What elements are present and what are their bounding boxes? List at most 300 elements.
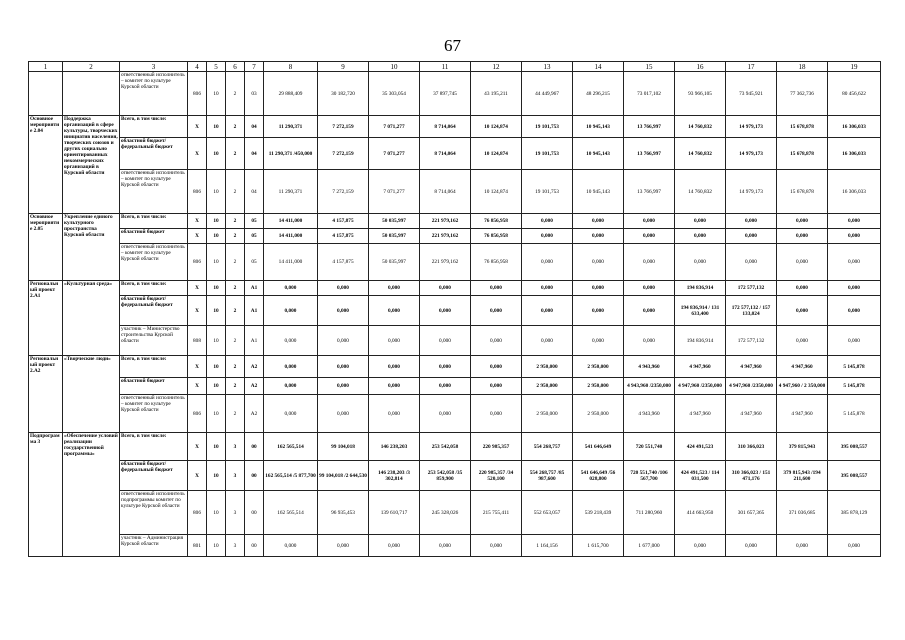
amount-cell: 29 888,409 [264,72,318,116]
amount-cell: 0,000 [777,244,828,281]
amount-cell: 7 071,277 [369,138,420,170]
amount-cell: 0,000 [624,214,675,229]
amount-cell: 4 943,960 /2350,000 [624,378,675,395]
column-number: 12 [471,62,522,72]
program-title-cell [63,72,120,116]
amount-cell: 541 646,649 [573,433,624,461]
amount-cell: 0,000 [726,229,777,244]
grbs-code-cell: Х [188,229,207,244]
target-item-cell: 00 [245,461,264,491]
column-number-row [29,62,881,72]
section-code-cell: 10 [207,296,226,326]
section-code-cell: 10 [207,214,226,229]
amount-cell: 0,000 [420,326,471,356]
amount-cell: 0,000 [471,296,522,326]
table-row [29,170,881,214]
amount-cell: 14 760,832 [675,138,726,170]
program-title-cell: «Обеспечение условий реализации государственной программы» [63,433,120,557]
amount-cell: 30 182,720 [318,72,369,116]
amount-cell: 0,000 [573,281,624,296]
funding-source-cell: ответственный исполнитель подпрограммы комитет по культуре Курской области [120,491,188,535]
amount-cell: 0,000 [264,535,318,557]
amount-cell: 194 836,914 [675,281,726,296]
amount-cell: 13 766,997 [624,170,675,214]
column-number: 16 [675,62,726,72]
amount-cell: 0,000 [624,281,675,296]
amount-cell: 172 577,132 / 157 133,024 [726,296,777,326]
amount-cell: 0,000 [420,356,471,378]
amount-cell: 194 836,914 [675,326,726,356]
grbs-code-cell: Х [188,378,207,395]
program-title-cell: Укрепление единого культурного пространства Курской области [63,214,120,281]
target-item-cell: 05 [245,229,264,244]
target-item-cell: А2 [245,378,264,395]
amount-cell: 16 306,033 [828,138,881,170]
funding-source-cell: Всего, в том числе: [120,356,188,378]
amount-cell: 43 195,211 [471,72,522,116]
amount-cell: 172 577,132 [726,326,777,356]
amount-cell: 0,000 [573,244,624,281]
amount-cell: 2 950,000 [522,356,573,378]
amount-cell: 711 280,960 [624,491,675,535]
amount-cell: 14 979,173 [726,138,777,170]
section-code-cell: 10 [207,244,226,281]
section-code-cell: 10 [207,433,226,461]
funding-source-cell: участник – Министерство строительства Курской области [120,326,188,356]
grbs-code-cell: Х [188,138,207,170]
amount-cell: 1 164,156 [522,535,573,557]
amount-cell: 76 856,958 [471,229,522,244]
amount-cell: 7 071,277 [369,170,420,214]
amount-cell: 0,000 [264,326,318,356]
section-code-cell: 10 [207,461,226,491]
amount-cell: 0,000 [369,296,420,326]
target-item-cell: 05 [245,244,264,281]
amount-cell: 0,000 [369,326,420,356]
amount-cell: 10 124,874 [471,138,522,170]
amount-cell: 0,000 [369,378,420,395]
table-row [29,296,881,326]
amount-cell: 5 145,878 [828,378,881,395]
amount-cell: 44 449,967 [522,72,573,116]
grbs-code-cell: Х [188,214,207,229]
target-item-cell: 00 [245,433,264,461]
amount-cell: 0,000 [369,356,420,378]
amount-cell: 162 565,514 /5 877,700 [264,461,318,491]
amount-cell: 4 947,960 /2350,000 [726,378,777,395]
amount-cell: 73 945,921 [726,72,777,116]
amount-cell: 0,000 [318,296,369,326]
section-code-cell: 10 [207,170,226,214]
amount-cell: 1 615,700 [573,535,624,557]
amount-cell: 0,000 [471,356,522,378]
grbs-code-cell: 806 [188,72,207,116]
amount-cell: 77 362,736 [777,72,828,116]
target-item-cell: А1 [245,296,264,326]
amount-cell: 4 157,875 [318,229,369,244]
subsection-code-cell: 2 [226,138,245,170]
funding-source-cell: областной бюджет/ федеральный бюджет [120,296,188,326]
amount-cell: 99 104,018 [318,433,369,461]
grbs-code-cell: Х [188,461,207,491]
amount-cell: 7 272,159 [318,116,369,138]
amount-cell: 172 577,132 [726,281,777,296]
amount-cell: 221 979,162 [420,244,471,281]
amount-cell: 220 985,357 [471,433,522,461]
table-row [29,138,881,170]
program-element-cell: Основное мероприятие 2.04 [29,116,63,214]
target-item-cell: 04 [245,170,264,214]
grbs-code-cell: Х [188,433,207,461]
subsection-code-cell: 2 [226,378,245,395]
amount-cell: 0,000 [624,326,675,356]
amount-cell: 0,000 [471,395,522,433]
amount-cell: 194 836,914 / 131 633,400 [675,296,726,326]
program-title-cell: «Культурная среда» [63,281,120,356]
amount-cell: 48 296,215 [573,72,624,116]
amount-cell: 162 565,514 [264,433,318,461]
amount-cell: 215 755,411 [471,491,522,535]
amount-cell: 7 071,277 [369,116,420,138]
table-row [29,461,881,491]
subsection-code-cell: 3 [226,461,245,491]
amount-cell: 13 766,997 [624,138,675,170]
amount-cell: 0,000 [828,244,881,281]
amount-cell: 253 542,058 [420,433,471,461]
grbs-code-cell: Х [188,281,207,296]
amount-cell: 14 411,000 [264,214,318,229]
column-number: 8 [264,62,318,72]
amount-cell: 424 491,523 [675,433,726,461]
column-number: 3 [120,62,188,72]
column-number: 11 [420,62,471,72]
amount-cell: 11 290,371 /450,000 [264,138,318,170]
amount-cell: 0,000 [369,395,420,433]
amount-cell: 0,000 [828,229,881,244]
amount-cell: 4 947,960 [726,356,777,378]
column-number: 10 [369,62,420,72]
table-row [29,281,881,296]
amount-cell: 720 551,740 [624,433,675,461]
amount-cell: 19 101,753 [522,138,573,170]
amount-cell: 552 653,057 [522,491,573,535]
subsection-code-cell: 3 [226,433,245,461]
amount-cell: 0,000 [264,378,318,395]
subsection-code-cell: 2 [226,72,245,116]
column-number: 15 [624,62,675,72]
amount-cell: 0,000 [777,281,828,296]
section-code-cell: 10 [207,535,226,557]
target-item-cell: А1 [245,281,264,296]
table-row [29,72,881,116]
amount-cell: 73 017,102 [624,72,675,116]
program-title-cell: Поддержка организаций в сфере культуры, творческих инициатив населения, творческих союзов и других социально ориентированных некоммерческих организаций в Курской области [63,116,120,214]
amount-cell: 0,000 [828,326,881,356]
amount-cell: 0,000 [828,296,881,326]
amount-cell: 0,000 [471,326,522,356]
amount-cell: 10 945,143 [573,170,624,214]
grbs-code-cell: Х [188,116,207,138]
amount-cell: 0,000 [675,535,726,557]
column-number: 13 [522,62,573,72]
funding-source-cell: Всего, в том числе: [120,433,188,461]
amount-cell: 0,000 [777,326,828,356]
amount-cell: 5 145,878 [828,356,881,378]
amount-cell: 4 157,875 [318,244,369,281]
funding-source-cell: областной бюджет/ федеральный бюджет [120,138,188,170]
amount-cell: 4 947,960 [777,356,828,378]
table-row [29,491,881,535]
amount-cell: 0,000 [318,378,369,395]
subsection-code-cell: 2 [226,214,245,229]
amount-cell: 0,000 [522,244,573,281]
amount-cell: 50 035,997 [369,229,420,244]
amount-cell: 14 760,832 [675,116,726,138]
amount-cell: 2 950,000 [573,356,624,378]
amount-cell: 245 328,026 [420,491,471,535]
amount-cell: 310 366,023 [726,433,777,461]
amount-cell: 0,000 [726,244,777,281]
amount-cell: 0,000 [726,214,777,229]
section-code-cell: 10 [207,72,226,116]
subsection-code-cell: 2 [226,281,245,296]
amount-cell: 0,000 [318,356,369,378]
amount-cell: 50 035,997 [369,244,420,281]
amount-cell: 0,000 [573,326,624,356]
amount-cell: 0,000 [573,296,624,326]
column-number: 17 [726,62,777,72]
amount-cell: 395 008,557 [828,433,881,461]
amount-cell: 50 035,997 [369,214,420,229]
amount-cell: 0,000 [420,395,471,433]
target-item-cell: 04 [245,138,264,170]
table-row [29,356,881,378]
column-number: 1 [29,62,63,72]
amount-cell: 0,000 [318,535,369,557]
target-item-cell: 00 [245,491,264,535]
amount-cell: 146 238,203 [369,433,420,461]
amount-cell: 720 551,740 /106 567,700 [624,461,675,491]
amount-cell: 0,000 [726,535,777,557]
amount-cell: 4 947,960 [777,395,828,433]
amount-cell: 301 657,365 [726,491,777,535]
amount-cell: 2 950,000 [573,378,624,395]
amount-cell: 0,000 [777,229,828,244]
amount-cell: 5 145,878 [828,395,881,433]
program-element-cell: Подпрограмма 3 [29,433,63,557]
subsection-code-cell: 2 [226,170,245,214]
amount-cell: 14 760,832 [675,170,726,214]
amount-cell: 16 306,033 [828,170,881,214]
amount-cell: 0,000 [675,214,726,229]
amount-cell: 4 947,960 [726,395,777,433]
table-row [29,395,881,433]
column-number: 19 [828,62,881,72]
target-item-cell: 03 [245,72,264,116]
amount-cell: 0,000 [777,535,828,557]
amount-cell: 0,000 [522,326,573,356]
amount-cell: 554 268,757 [522,433,573,461]
amount-cell: 0,000 [573,229,624,244]
program-element-cell [29,72,63,116]
amount-cell: 0,000 [318,395,369,433]
amount-cell: 424 491,523 / 114 031,500 [675,461,726,491]
subsection-code-cell: 2 [226,244,245,281]
amount-cell: 10 945,143 [573,116,624,138]
amount-cell: 395 008,557 [828,461,881,491]
section-code-cell: 10 [207,326,226,356]
amount-cell: 8 714,064 [420,170,471,214]
amount-cell: 11 290,371 [264,170,318,214]
budget-table [28,61,881,557]
grbs-code-cell: 806 [188,170,207,214]
amount-cell: 539 218,439 [573,491,624,535]
amount-cell: 8 714,064 [420,138,471,170]
subsection-code-cell: 3 [226,491,245,535]
table-row [29,378,881,395]
amount-cell: 7 272,159 [318,138,369,170]
amount-cell: 7 272,159 [318,170,369,214]
amount-cell: 0,000 [264,296,318,326]
amount-cell: 0,000 [318,326,369,356]
funding-source-cell: Всего, в том числе: [120,116,188,138]
funding-source-cell: Всего, в том числе: [120,214,188,229]
grbs-code-cell: Х [188,296,207,326]
program-element-cell: Основное мероприятие 2.05 [29,214,63,281]
amount-cell: 162 565,514 [264,491,318,535]
table-row [29,244,881,281]
amount-cell: 0,000 [777,214,828,229]
amount-cell: 0,000 [828,281,881,296]
amount-cell: 11 290,371 [264,116,318,138]
amount-cell: 379 815,943 [777,433,828,461]
amount-cell: 80 456,622 [828,72,881,116]
amount-cell: 4 947,960 [675,395,726,433]
target-item-cell: 00 [245,535,264,557]
amount-cell: 19 101,753 [522,116,573,138]
amount-cell: 14 411,000 [264,244,318,281]
section-code-cell: 10 [207,395,226,433]
amount-cell: 19 101,753 [522,170,573,214]
amount-cell: 385 878,129 [828,491,881,535]
amount-cell: 0,000 [828,535,881,557]
amount-cell: 76 856,958 [471,244,522,281]
amount-cell: 0,000 [318,281,369,296]
column-number: 7 [245,62,264,72]
amount-cell: 14 411,000 [264,229,318,244]
amount-cell: 0,000 [522,281,573,296]
section-code-cell: 10 [207,229,226,244]
amount-cell: 139 610,717 [369,491,420,535]
amount-cell: 0,000 [777,296,828,326]
page-number: 67 [444,36,461,55]
subsection-code-cell: 2 [226,356,245,378]
amount-cell: 146 238,203 /3 302,814 [369,461,420,491]
amount-cell: 76 856,958 [471,214,522,229]
funding-source-cell: областной бюджет [120,378,188,395]
amount-cell: 541 646,649 /56 028,800 [573,461,624,491]
amount-cell: 35 303,054 [369,72,420,116]
amount-cell: 0,000 [420,378,471,395]
amount-cell: 4 943,960 [624,356,675,378]
amount-cell: 0,000 [369,281,420,296]
column-number: 14 [573,62,624,72]
amount-cell: 0,000 [675,229,726,244]
amount-cell: 10 124,874 [471,116,522,138]
amount-cell: 0,000 [420,281,471,296]
grbs-code-cell: 808 [188,326,207,356]
subsection-code-cell: 2 [226,326,245,356]
amount-cell: 4 157,875 [318,214,369,229]
funding-source-cell: Всего, в том числе: [120,281,188,296]
amount-cell: 99 104,018 /2 644,530 [318,461,369,491]
program-element-cell: Региональный проект 2.А2 [29,356,63,433]
amount-cell: 371 036,685 [777,491,828,535]
program-element-cell: Региональный проект 2.А1 [29,281,63,356]
funding-source-cell: ответственный исполнитель – комитет по культуре Курской области [120,395,188,433]
amount-cell: 4 947,960 / 2 350,000 [777,378,828,395]
amount-cell: 0,000 [624,244,675,281]
target-item-cell: 04 [245,116,264,138]
amount-cell: 2 950,000 [522,395,573,433]
grbs-code-cell: 806 [188,491,207,535]
amount-cell: 14 979,173 [726,170,777,214]
amount-cell: 0,000 [522,229,573,244]
amount-cell: 0,000 [420,535,471,557]
funding-source-cell: областной бюджет [120,229,188,244]
amount-cell: 13 766,997 [624,116,675,138]
amount-cell: 253 542,058 /35 859,900 [420,461,471,491]
column-number: 18 [777,62,828,72]
amount-cell: 0,000 [675,244,726,281]
amount-cell: 2 950,000 [522,378,573,395]
column-number: 2 [63,62,120,72]
grbs-code-cell: 806 [188,244,207,281]
amount-cell: 0,000 [522,296,573,326]
amount-cell: 15 678,878 [777,138,828,170]
amount-cell: 0,000 [573,214,624,229]
amount-cell: 221 979,162 [420,214,471,229]
subsection-code-cell: 2 [226,229,245,244]
funding-source-cell: ответственный исполнитель – комитет по культуре Курской области [120,72,188,116]
grbs-code-cell: Х [188,356,207,378]
amount-cell: 2 950,000 [573,395,624,433]
amount-cell: 10 945,143 [573,138,624,170]
amount-cell: 1 677,000 [624,535,675,557]
amount-cell: 96 935,453 [318,491,369,535]
amount-cell: 0,000 [471,535,522,557]
amount-cell: 4 947,960 /2350,000 [675,378,726,395]
amount-cell: 0,000 [264,356,318,378]
amount-cell: 15 678,878 [777,170,828,214]
column-number: 5 [207,62,226,72]
section-code-cell: 10 [207,356,226,378]
amount-cell: 0,000 [369,535,420,557]
table-row [29,214,881,229]
amount-cell: 0,000 [624,229,675,244]
amount-cell: 0,000 [264,281,318,296]
amount-cell: 0,000 [264,395,318,433]
amount-cell: 221 979,162 [420,229,471,244]
funding-source-cell: ответственный исполнитель – комитет по культуре Курской области [120,244,188,281]
section-code-cell: 10 [207,138,226,170]
table-row [29,433,881,461]
amount-cell: 93 966,105 [675,72,726,116]
amount-cell: 0,000 [828,214,881,229]
grbs-code-cell: 806 [188,395,207,433]
target-item-cell: А1 [245,326,264,356]
program-title-cell: «Творческие люди» [63,356,120,433]
